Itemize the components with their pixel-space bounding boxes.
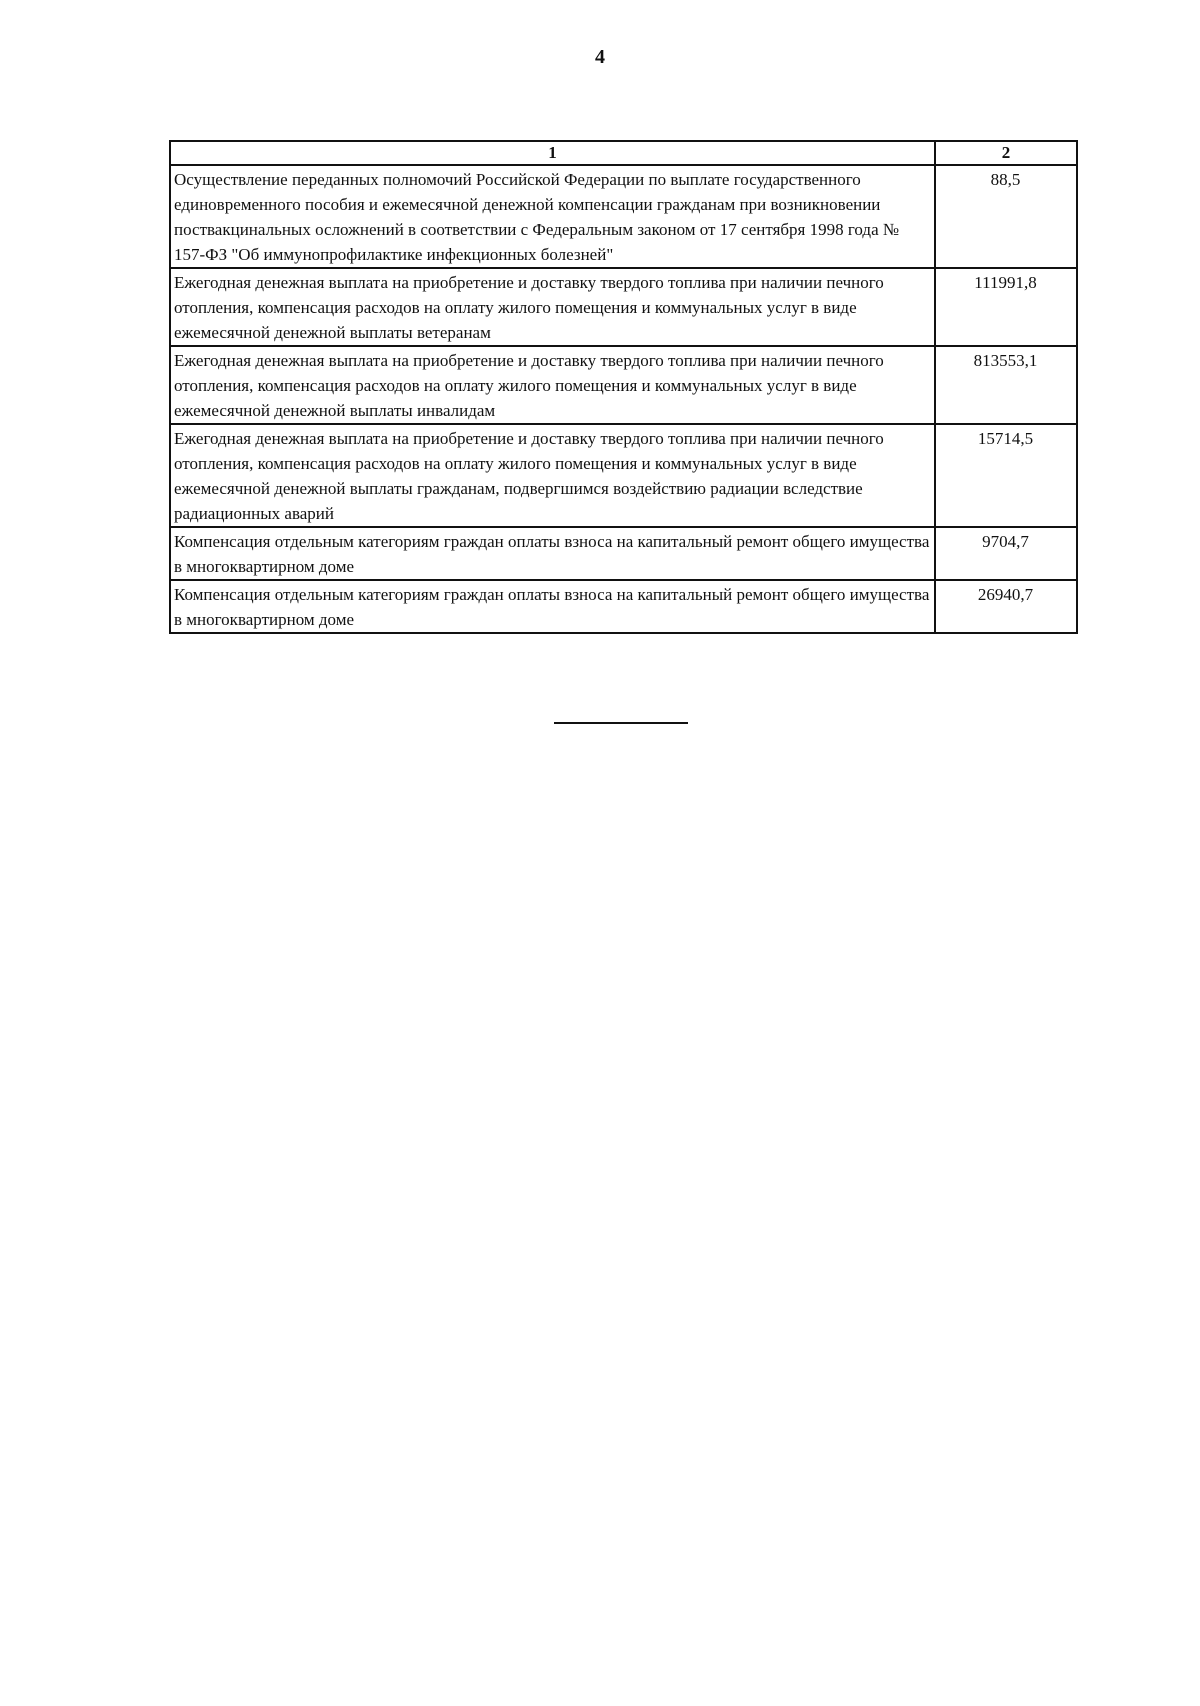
data-table	[169, 140, 1078, 634]
table-row	[170, 165, 1077, 268]
table-header-row	[170, 141, 1077, 165]
table-row	[170, 346, 1077, 424]
table-row	[170, 527, 1077, 580]
row-description: Ежегодная денежная выплата на приобретение и доставку твердого топлива при наличии печного отопления, компенсация расходов на оплату жилого помещения и коммунальных услуг в виде ежемесячной денежной выплаты инвалидам	[170, 346, 935, 424]
row-value: 15714,5	[935, 424, 1077, 527]
row-description: Компенсация отдельным категориям граждан оплаты взноса на капитальный ремонт общего имущества в многоквартирном доме	[170, 527, 935, 580]
row-description: Ежегодная денежная выплата на приобретение и доставку твердого топлива при наличии печного отопления, компенсация расходов на оплату жилого помещения и коммунальных услуг в виде ежемесячной денежной выплаты гражданам, подвергшимся воздействию радиации вследствие радиационных аварий	[170, 424, 935, 527]
row-value: 111991,8	[935, 268, 1077, 346]
row-value: 9704,7	[935, 527, 1077, 580]
page-number: 4	[595, 46, 605, 68]
row-value: 813553,1	[935, 346, 1077, 424]
row-description: Ежегодная денежная выплата на приобретение и доставку твердого топлива при наличии печного отопления, компенсация расходов на оплату жилого помещения и коммунальных услуг в виде ежемесячной денежной выплаты ветеранам	[170, 268, 935, 346]
column-header-1: 1	[170, 141, 935, 165]
row-description: Осуществление переданных полномочий Российской Федерации по выплате государственного единовременного пособия и ежемесячной денежной компенсации гражданам при возникновении поствакцинальных осложнений в соответствии с Федеральным законом от 17 сентября 1998 года № 157-ФЗ "Об иммунопрофилактике инфекционных болезней"	[170, 165, 935, 268]
row-value: 26940,7	[935, 580, 1077, 633]
column-header-2: 2	[935, 141, 1077, 165]
end-rule-divider	[554, 722, 688, 724]
row-value: 88,5	[935, 165, 1077, 268]
table-row	[170, 580, 1077, 633]
table-row	[170, 268, 1077, 346]
table-row	[170, 424, 1077, 527]
row-description: Компенсация отдельным категориям граждан оплаты взноса на капитальный ремонт общего имущества в многоквартирном доме	[170, 580, 935, 633]
